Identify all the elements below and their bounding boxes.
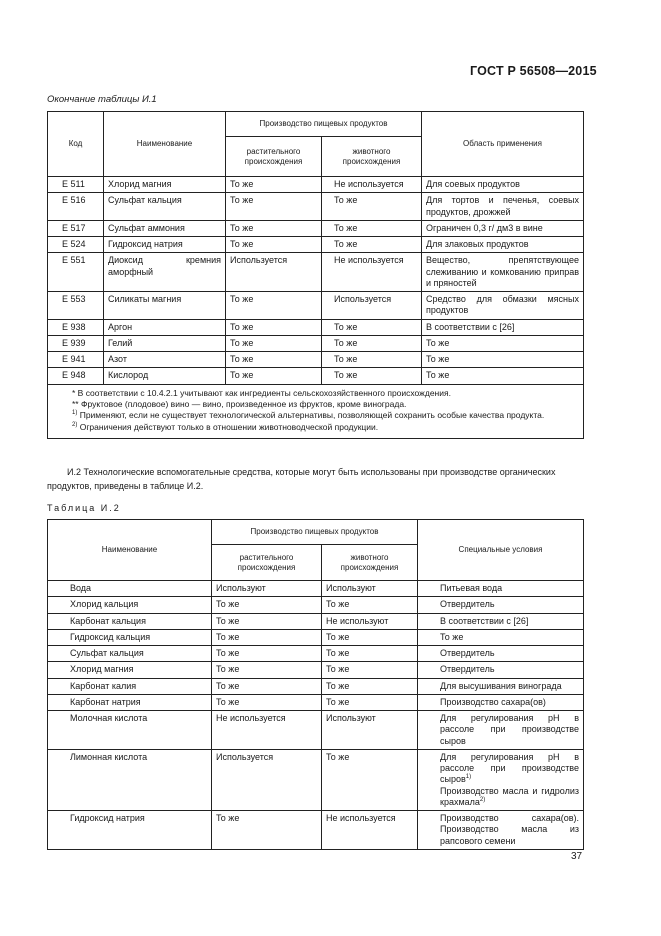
row-application: Ограничен 0,3 г/ дм3 в вине <box>422 220 584 236</box>
conditions-part-a-text: Для регулирования pH в рассоле при производстве сыров <box>440 751 579 785</box>
row-name: Гидроксид кальция <box>48 629 212 645</box>
row-name: Молочная кислота <box>48 711 212 750</box>
row-animal: То же <box>322 662 418 678</box>
row-plant: То же <box>212 613 322 629</box>
row-conditions: Отвердитель <box>418 646 584 662</box>
table1-caption: Окончание таблицы И.1 <box>47 94 157 105</box>
row-application: Для злаковых продуктов <box>422 237 584 253</box>
header-code: Код <box>48 112 104 177</box>
row-animal: То же <box>322 220 422 236</box>
row-animal: То же <box>322 368 422 384</box>
row-plant: То же <box>226 220 322 236</box>
row-animal: Не используется <box>322 177 422 193</box>
header-production: Производство пищевых продуктов <box>226 112 422 137</box>
row-name: Карбонат калия <box>48 678 212 694</box>
table-row <box>48 597 584 613</box>
row-name: Сульфат кальция <box>48 646 212 662</box>
row-animal: То же <box>322 597 418 613</box>
row-plant: То же <box>212 678 322 694</box>
table-row <box>48 368 584 384</box>
row-conditions: Для высушивания винограда <box>418 678 584 694</box>
row-application: То же <box>422 368 584 384</box>
row-name: Диоксид кремния аморфный <box>104 253 226 292</box>
table-row <box>48 220 584 236</box>
table1-footnotes <box>48 384 584 439</box>
row-name: Гидроксид натрия <box>48 811 212 850</box>
row-animal: То же <box>322 694 418 710</box>
conditions-part-b-mark: 2) <box>479 796 486 803</box>
row-conditions: Отвердитель <box>418 597 584 613</box>
row-name: Хлорид магния <box>104 177 226 193</box>
table-row <box>48 613 584 629</box>
row-application: В соответствии с [26] <box>422 319 584 335</box>
row-code: Е 517 <box>48 220 104 236</box>
row-application: Средство для обмазки мясных продуктов <box>422 292 584 320</box>
row-plant: То же <box>212 811 322 850</box>
row-animal: Не используют <box>322 613 418 629</box>
header-conditions: Специальные условия <box>418 520 584 581</box>
table-2 <box>47 519 584 850</box>
header-plant: растительного происхождения <box>226 137 322 177</box>
row-plant: То же <box>226 335 322 351</box>
row-application: Для тортов и печенья, соевых продуктов, дрожжей <box>422 193 584 221</box>
row-name: Кислород <box>104 368 226 384</box>
row-name: Азот <box>104 352 226 368</box>
table-row <box>48 292 584 320</box>
row-conditions: Производство сахара(ов). Производство масла из рапсового семени <box>418 811 584 850</box>
row-name: Лимонная кислота <box>48 749 212 810</box>
row-plant: То же <box>226 177 322 193</box>
table-row <box>48 811 584 850</box>
row-plant: То же <box>226 292 322 320</box>
footnote-3 <box>62 410 575 421</box>
row-plant: Используют <box>212 581 322 597</box>
row-animal: Не используется <box>322 811 418 850</box>
row-code: Е 516 <box>48 193 104 221</box>
conditions-part-a-mark: 1) <box>465 774 472 781</box>
row-plant: Используется <box>212 749 322 810</box>
row-animal: То же <box>322 352 422 368</box>
conditions-part-b <box>440 786 579 809</box>
row-plant: То же <box>212 629 322 645</box>
footnote-2: ** Фруктовое (плодовое) вино — вино, произведенное из фруктов, кроме винограда. <box>72 398 407 409</box>
row-plant: То же <box>226 352 322 368</box>
row-plant: То же <box>212 646 322 662</box>
table-row <box>48 629 584 645</box>
header-animal: животного происхождения <box>322 137 422 177</box>
table-row <box>48 237 584 253</box>
row-conditions: Для регулирования pH в рассоле при производстве сыров <box>418 711 584 750</box>
row-plant: То же <box>226 368 322 384</box>
row-plant: То же <box>212 694 322 710</box>
row-conditions <box>418 749 584 810</box>
row-animal: То же <box>322 678 418 694</box>
header-name: Наименование <box>48 520 212 581</box>
row-code: Е 511 <box>48 177 104 193</box>
row-animal: То же <box>322 237 422 253</box>
table-row <box>48 711 584 750</box>
header-name: Наименование <box>104 112 226 177</box>
row-conditions: Питьевая вода <box>418 581 584 597</box>
footnote-4-mark: 2) <box>72 422 78 429</box>
row-name: Хлорид магния <box>48 662 212 678</box>
row-animal: То же <box>322 319 422 335</box>
row-plant: То же <box>212 662 322 678</box>
table-row <box>48 177 584 193</box>
row-application: Вещество, препятствующее слеживанию и комкованию приправ и пряностей <box>422 253 584 292</box>
footnote-3-mark: 1) <box>72 410 78 417</box>
row-animal: То же <box>322 335 422 351</box>
table-row <box>48 581 584 597</box>
row-code: Е 941 <box>48 352 104 368</box>
table-row <box>48 253 584 292</box>
row-animal: Используется <box>322 292 422 320</box>
row-plant: То же <box>212 597 322 613</box>
table-row <box>48 678 584 694</box>
row-name: Сульфат аммония <box>104 220 226 236</box>
table2-caption: Таблица И.2 <box>47 503 121 513</box>
footnote-3-text: Применяют, если не существует технологической альтернативы, позволяющей сохранить особые качества продукта. <box>79 410 545 421</box>
row-name: Силикаты магния <box>104 292 226 320</box>
table-row <box>48 193 584 221</box>
table-row <box>48 749 584 810</box>
header-production: Производство пищевых продуктов <box>212 520 418 545</box>
row-name: Карбонат кальция <box>48 613 212 629</box>
row-code: Е 938 <box>48 319 104 335</box>
row-animal: Не используется <box>322 253 422 292</box>
row-code: Е 939 <box>48 335 104 351</box>
row-code: Е 553 <box>48 292 104 320</box>
row-code: Е 551 <box>48 253 104 292</box>
row-name: Гидроксид натрия <box>104 237 226 253</box>
footnote-4 <box>62 422 575 433</box>
table-1 <box>47 111 584 439</box>
header-application: Область применения <box>422 112 584 177</box>
table-row <box>48 319 584 335</box>
row-animal: То же <box>322 629 418 645</box>
row-name: Сульфат кальция <box>104 193 226 221</box>
row-name: Карбонат натрия <box>48 694 212 710</box>
row-name: Гелий <box>104 335 226 351</box>
header-animal: животного происхождения <box>322 545 418 581</box>
table-row <box>48 335 584 351</box>
row-code: Е 524 <box>48 237 104 253</box>
row-plant: Не используется <box>212 711 322 750</box>
row-animal: То же <box>322 749 418 810</box>
row-application: То же <box>422 335 584 351</box>
row-conditions: То же <box>418 629 584 645</box>
row-plant: Используется <box>226 253 322 292</box>
row-plant: То же <box>226 193 322 221</box>
conditions-part-b-text: Производство масла и гидролиз крахмала <box>440 785 579 807</box>
row-conditions: Производство сахара(ов) <box>418 694 584 710</box>
header-plant: растительного происхождения <box>212 545 322 581</box>
row-code: Е 948 <box>48 368 104 384</box>
row-animal: Используют <box>322 711 418 750</box>
standard-number: ГОСТ Р 56508—2015 <box>470 64 597 78</box>
row-name: Вода <box>48 581 212 597</box>
table-row <box>48 694 584 710</box>
footnote-4-text: Ограничения действуют только в отношении животноводческой продукции. <box>79 421 379 432</box>
row-animal: То же <box>322 193 422 221</box>
page-number: 37 <box>571 851 583 862</box>
row-plant: То же <box>226 319 322 335</box>
row-application: То же <box>422 352 584 368</box>
paragraph-i2: И.2 Технологические вспомогательные средства, которые могут быть использованы при производстве органических продуктов, приведены в таблице И.2. <box>47 467 556 492</box>
row-name: Аргон <box>104 319 226 335</box>
row-conditions: В соответствии с [26] <box>418 613 584 629</box>
footnote-1: * В соответствии с 10.4.2.1 учитывают как ингредиенты сельскохозяйственного происхождения. <box>72 387 451 398</box>
table-row <box>48 352 584 368</box>
row-conditions: Отвердитель <box>418 662 584 678</box>
row-application: Для соевых продуктов <box>422 177 584 193</box>
row-plant: То же <box>226 237 322 253</box>
row-animal: То же <box>322 646 418 662</box>
conditions-part-a <box>440 752 579 786</box>
table-row <box>48 646 584 662</box>
row-name: Хлорид кальция <box>48 597 212 613</box>
row-animal: Используют <box>322 581 418 597</box>
table-row <box>48 662 584 678</box>
